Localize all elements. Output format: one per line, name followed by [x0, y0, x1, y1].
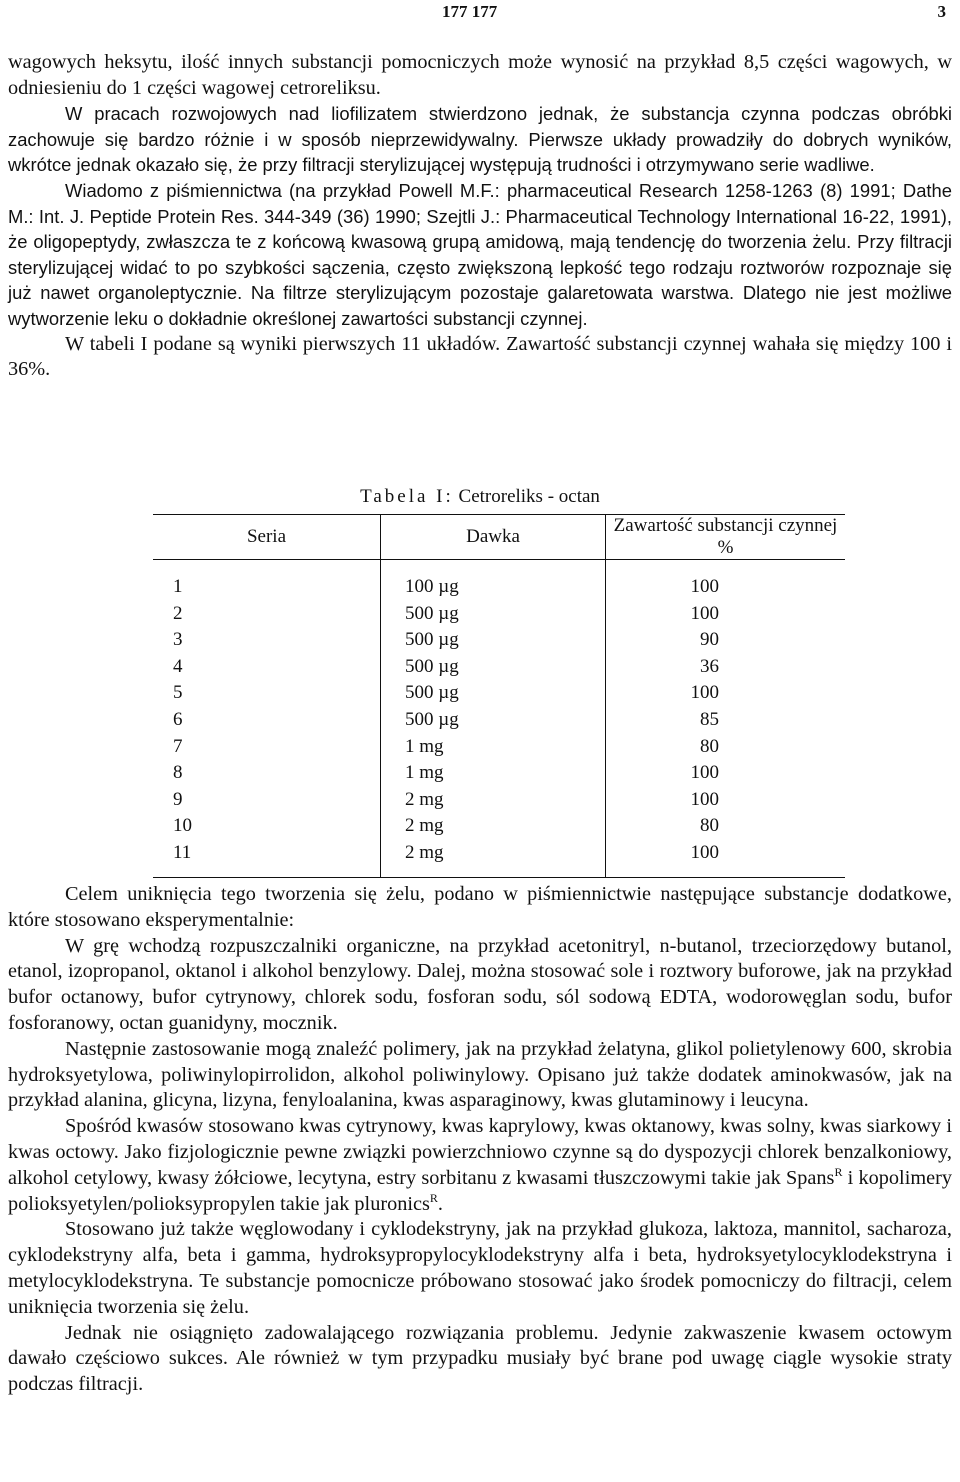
- cell-zawartosc: 85: [606, 707, 846, 734]
- cell-zawartosc: 80: [606, 734, 846, 761]
- cell-seria: 3: [173, 629, 183, 651]
- cell-zawartosc: 100: [606, 560, 846, 601]
- table-body: [153, 560, 845, 878]
- paragraph-part: i kopolimery polioksyetylen/polioksypropylen takie jak pluronics: [8, 1166, 953, 1215]
- paragraph: wagowych heksytu, ilość innych substancji pomocniczych może wynosić na przykład 8,5 części wagowych, w odniesieniu do 1 części wagowej cetroreliksu.: [8, 51, 952, 99]
- table-caption-text: Cetroreliks - octan: [458, 486, 600, 507]
- table-row: [153, 813, 845, 840]
- cell-dawka: 2 mg: [381, 787, 606, 814]
- cell-dawka: 500 µg: [381, 680, 606, 707]
- paragraph: Stosowano już także węglowodany i cyklodekstryny, jak na przykład glukoza, laktoza, mannitol, sacharoza, cyklodekstryny alfa, beta i gamma, hydroksypropylocyklodekstryny alfa i beta, hydroksyetylocyklodekstryna i metylocyklodekstryna. Te substancje pomocnicze próbowano stosować jako środek pomocniczy do filtracji, celem uniknięcia tworzenia się żelu.: [8, 1218, 952, 1318]
- table-row: [153, 734, 845, 761]
- cell-zawartosc: 80: [606, 813, 846, 840]
- table-row: [153, 560, 845, 601]
- table-row: [153, 760, 845, 787]
- column-header-seria: Seria: [153, 515, 381, 560]
- page-header: [0, 2, 960, 26]
- cell-dawka: 500 µg: [381, 707, 606, 734]
- cell-zawartosc: 100: [606, 601, 846, 628]
- cell-seria: 10: [173, 815, 192, 837]
- paragraph: Celem uniknięcia tego tworzenia się żelu, podano w piśmiennictwie następujące substancje dodatkowe, które stosowano eksperymentalnie:: [8, 883, 952, 931]
- cell-dawka: 2 mg: [381, 840, 606, 877]
- paragraph: [8, 1114, 952, 1217]
- cell-zawartosc: 100: [606, 840, 846, 877]
- table-row: [153, 680, 845, 707]
- cell-dawka: 2 mg: [381, 813, 606, 840]
- table-header-row: [153, 515, 845, 560]
- cell-seria: 9: [173, 788, 183, 810]
- cell-seria: 1: [173, 576, 183, 597]
- table-caption: [0, 485, 960, 509]
- cell-seria: 7: [173, 735, 183, 757]
- cell-zawartosc: 100: [606, 760, 846, 787]
- cell-zawartosc: 90: [606, 627, 846, 654]
- table-row: [153, 627, 845, 654]
- cell-seria: 4: [173, 655, 183, 677]
- paragraph: W pracach rozwojowych nad liofilizatem stwierdzono jednak, że substancja czynna podczas obróbki zachowuje się bardzo różnie i w sposób nieprzewidywalny. Pierwsze układy prowadziły do dobrych wyników, wkrótce jednak okazało się, że przy filtracji sterylizującej występują trudności i otrzymywano serie wadliwe.: [8, 103, 952, 176]
- cell-seria: 2: [173, 602, 183, 624]
- column-header-zawartosc: Zawartość substancji czynnej %: [606, 515, 846, 560]
- paragraph: W tabeli I podane są wyniki pierwszych 11 układów. Zawartość substancji czynnej wahała się między 100 i 36%.: [8, 332, 952, 381]
- cell-zawartosc: 100: [606, 680, 846, 707]
- paragraph: Następnie zastosowanie mogą znaleźć polimery, jak na przykład żelatyna, glikol polietylenowy 600, skrobia hydroksyetylowa, poliwinylopirrolidon, alkohol poliwinylowy. Opisano już także dodatek aminokwasów, jak na przykład alanina, glicyna, lizyna, fenyloalanina, kwas asparaginowy, kwas glutaminowy i leucyna.: [8, 1037, 952, 1112]
- paragraph: Wiadomo z piśmiennictwa (na przykład Powell M.F.: pharmaceutical Research 1258-1263 (8) 1991; Dathe M.: Int. J. Peptide Protein Res. 344-349 (36) 1990; Szejtli J.: Pharmaceutical Technology International 16-22, 1991), że oligopeptydy, zwłaszcza te z końcową kwasową grupą amidową, mają tendencję do tworzenia żelu. Przy filtracji sterylizującej widać to po szybkości sączenia, często zwiększoną lepkość tego rodzaju roztworów rozpoznaje się już nawet organoleptycznie. Na filtrze sterylizującym pozostaje galaretowata warstwa. Dlatego nie jest możliwe wytworzenie leku o dokładnie określonej zawartości substancji czynnej.: [8, 179, 952, 329]
- column-header-dawka: Dawka: [381, 515, 606, 560]
- table-caption-label: Tabela I:: [360, 486, 454, 507]
- table-row: [153, 601, 845, 628]
- table-row: [153, 840, 845, 877]
- table-row: [153, 654, 845, 681]
- cell-zawartosc: 36: [606, 654, 846, 681]
- table-row: [153, 787, 845, 814]
- registered-mark: R: [429, 1190, 438, 1205]
- body-text-top: [8, 50, 952, 383]
- page-number: 3: [937, 2, 946, 21]
- cell-dawka: 1 mg: [381, 760, 606, 787]
- cell-zawartosc: 100: [606, 787, 846, 814]
- document-number: 177 177: [442, 2, 498, 21]
- body-text-bottom: [8, 882, 952, 1398]
- cell-dawka: 500 µg: [381, 601, 606, 628]
- cell-dawka: 500 µg: [381, 654, 606, 681]
- paragraph: Jednak nie osiągnięto zadowalającego rozwiązania problemu. Jedynie zakwaszenie kwasem octowym dawało częściowo sukces. Ale również w tym przypadku musiały być brane pod uwagę ciągle wysokie straty podczas filtracji.: [8, 1321, 952, 1396]
- cell-seria: 11: [153, 840, 381, 877]
- data-table: [153, 514, 845, 878]
- paragraph: W grę wchodzą rozpuszczalniki organiczne, na przykład acetonitryl, n-butanol, trzeciorzędowy butanol, etanol, izopropanol, oktanol i alkohol benzylowy. Dalej, można stosować sole i roztwory buforowe, jak na przykład bufor octanowy, bufor cytrynowy, chlorek sodu, fosforan sodu, sól sodową EDTA, wodorowęglan sodu, bufor fosforanowy, octan guanidyny, mocznik.: [8, 934, 952, 1034]
- paragraph-part: Spośród kwasów stosowano kwas cytrynowy, kwas kaprylowy, kwas oktanowy, kwas solny, kwas siarkowy i kwas octowy. Jako fizjologicznie pewne związki powierzchniowo czynne są do dyspozycji chlorek benzalkoniowy, alkohol cetylowy, kwasy żółciowe, lecytyna, estry sorbitanu z kwasami tłuszczowymi takie jak Spans: [8, 1115, 952, 1189]
- cell-dawka: 500 µg: [381, 627, 606, 654]
- table-row: [153, 707, 845, 734]
- cell-seria: 6: [173, 708, 183, 730]
- cell-seria: 5: [173, 682, 183, 704]
- paragraph-part: .: [437, 1192, 443, 1215]
- cell-dawka: 1 mg: [381, 734, 606, 761]
- cell-seria: 8: [173, 762, 183, 784]
- registered-mark: R: [834, 1165, 843, 1179]
- cell-dawka: 100 µg: [381, 560, 606, 601]
